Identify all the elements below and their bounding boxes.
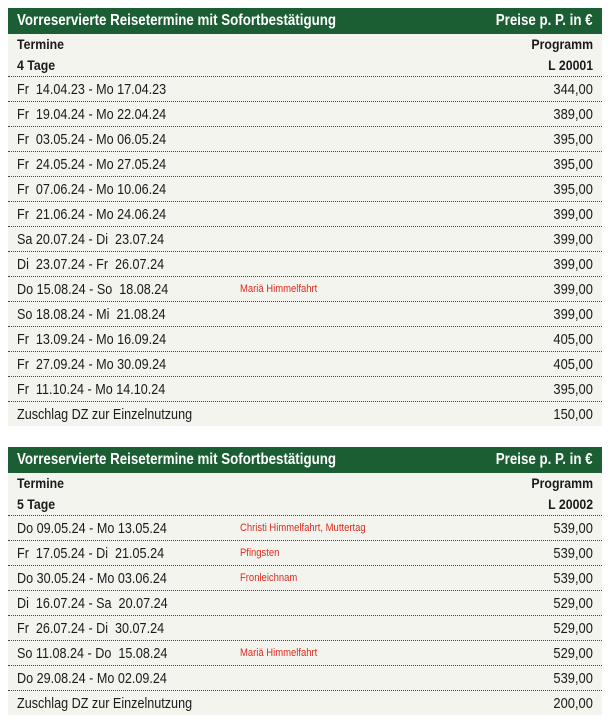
surcharge-row bbox=[8, 691, 602, 715]
surcharge-label: Zuschlag DZ zur Einzelnutzung bbox=[17, 405, 193, 423]
table-header bbox=[8, 447, 602, 473]
date-range: Fr 26.07.24 - Di 30.07.24 bbox=[17, 619, 165, 637]
column-header-row bbox=[8, 34, 602, 55]
table-row bbox=[8, 327, 602, 352]
table-header bbox=[8, 8, 602, 34]
date-range: Fr 14.04.23 - Mo 17.04.23 bbox=[17, 80, 167, 98]
table-body bbox=[8, 516, 602, 715]
price: 399,00 bbox=[553, 280, 593, 298]
table-row bbox=[8, 377, 602, 402]
col-termine: Termine bbox=[17, 475, 65, 491]
date-range: Fr 11.10.24 - Mo 14.10.24 bbox=[17, 380, 166, 398]
date-range: Do 29.08.24 - Mo 02.09.24 bbox=[17, 669, 167, 687]
table-row bbox=[8, 77, 602, 102]
date-range: Fr 03.05.24 - Mo 06.05.24 bbox=[17, 130, 167, 148]
date-range: Fr 24.05.24 - Mo 27.05.24 bbox=[17, 155, 167, 173]
price: 395,00 bbox=[553, 155, 593, 173]
date-range: Di 16.07.24 - Sa 20.07.24 bbox=[17, 594, 168, 612]
table-row bbox=[8, 666, 602, 691]
table-row bbox=[8, 566, 602, 591]
holiday-note: Fronleichnam bbox=[240, 572, 298, 584]
price-header: Preise p. P. in € bbox=[496, 12, 593, 29]
table-row bbox=[8, 152, 602, 177]
surcharge-price: 150,00 bbox=[553, 405, 593, 423]
table-row bbox=[8, 352, 602, 377]
table-row bbox=[8, 127, 602, 152]
table-row bbox=[8, 516, 602, 541]
price: 539,00 bbox=[553, 669, 593, 687]
date-range: Fr 19.04.24 - Mo 22.04.24 bbox=[17, 105, 167, 123]
price: 405,00 bbox=[553, 355, 593, 373]
date-range: Fr 27.09.24 - Mo 30.09.24 bbox=[17, 355, 167, 373]
duration-label: 4 Tage bbox=[17, 57, 56, 73]
duration-label: 5 Tage bbox=[17, 496, 56, 512]
price: 529,00 bbox=[553, 594, 593, 612]
price: 389,00 bbox=[553, 105, 593, 123]
table-row bbox=[8, 591, 602, 616]
holiday-note: Pfingsten bbox=[240, 547, 280, 559]
date-range: Do 09.05.24 - Mo 13.05.24 bbox=[17, 519, 167, 537]
table-row bbox=[8, 177, 602, 202]
price-header: Preise p. P. in € bbox=[496, 451, 593, 468]
date-range: Fr 07.06.24 - Mo 10.06.24 bbox=[17, 180, 167, 198]
date-range: Di 23.07.24 - Fr 26.07.24 bbox=[17, 255, 165, 273]
price: 529,00 bbox=[553, 619, 593, 637]
date-range: So 18.08.24 - Mi 21.08.24 bbox=[17, 305, 166, 323]
table-row bbox=[8, 202, 602, 227]
price-table-5-days bbox=[8, 447, 602, 715]
holiday-note: Mariä Himmelfahrt bbox=[240, 647, 318, 659]
price: 529,00 bbox=[553, 644, 593, 662]
col-programm: Programm bbox=[531, 36, 593, 52]
surcharge-row bbox=[8, 402, 602, 426]
date-range: Fr 21.06.24 - Mo 24.06.24 bbox=[17, 205, 167, 223]
surcharge-price: 200,00 bbox=[553, 694, 593, 712]
date-range: Do 30.05.24 - Mo 03.06.24 bbox=[17, 569, 167, 587]
price: 344,00 bbox=[553, 80, 593, 98]
table-body bbox=[8, 77, 602, 426]
table-row bbox=[8, 252, 602, 277]
price: 405,00 bbox=[553, 330, 593, 348]
price: 395,00 bbox=[553, 180, 593, 198]
date-range: Fr 13.09.24 - Mo 16.09.24 bbox=[17, 330, 167, 348]
table-row bbox=[8, 277, 602, 302]
table-title: Vorreservierte Reisetermine mit Sofortbestätigung bbox=[17, 12, 337, 29]
price: 399,00 bbox=[553, 255, 593, 273]
column-header-row bbox=[8, 473, 602, 494]
table-row bbox=[8, 227, 602, 252]
price: 539,00 bbox=[553, 544, 593, 562]
program-code: L 20002 bbox=[548, 496, 593, 512]
date-range: So 11.08.24 - Do 15.08.24 bbox=[17, 644, 168, 662]
table-row bbox=[8, 541, 602, 566]
table-row bbox=[8, 102, 602, 127]
price: 399,00 bbox=[553, 205, 593, 223]
surcharge-label: Zuschlag DZ zur Einzelnutzung bbox=[17, 694, 193, 712]
price: 395,00 bbox=[553, 380, 593, 398]
table-row bbox=[8, 641, 602, 666]
col-programm: Programm bbox=[531, 475, 593, 491]
date-range: Do 15.08.24 - So 18.08.24 bbox=[17, 280, 169, 298]
price: 395,00 bbox=[553, 130, 593, 148]
price-table-4-days bbox=[8, 8, 602, 426]
price: 399,00 bbox=[553, 230, 593, 248]
price: 399,00 bbox=[553, 305, 593, 323]
holiday-note: Christi Himmelfahrt, Muttertag bbox=[240, 522, 366, 534]
duration-row bbox=[8, 494, 602, 516]
price: 539,00 bbox=[553, 519, 593, 537]
date-range: Sa 20.07.24 - Di 23.07.24 bbox=[17, 230, 165, 248]
table-row bbox=[8, 302, 602, 327]
table-title: Vorreservierte Reisetermine mit Sofortbestätigung bbox=[17, 451, 337, 468]
holiday-note: Mariä Himmelfahrt bbox=[240, 283, 318, 295]
table-row bbox=[8, 616, 602, 641]
price: 539,00 bbox=[553, 569, 593, 587]
program-code: L 20001 bbox=[548, 57, 593, 73]
duration-row bbox=[8, 55, 602, 77]
date-range: Fr 17.05.24 - Di 21.05.24 bbox=[17, 544, 165, 562]
col-termine: Termine bbox=[17, 36, 65, 52]
